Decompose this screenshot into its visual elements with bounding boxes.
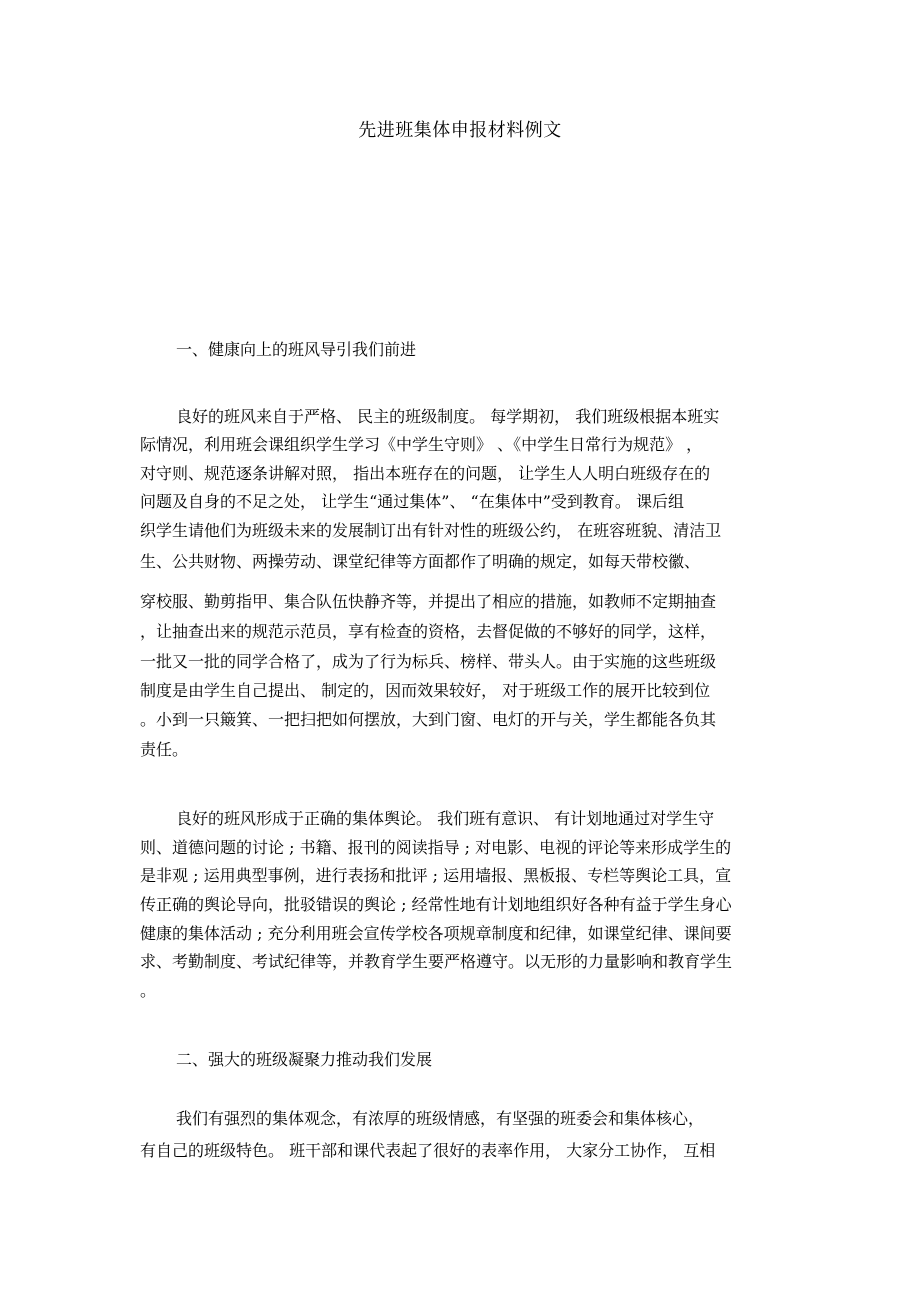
s1p1-line: 生、公共财物、两操劳动、课堂纪律等方面都作了明确的规定，如每天带校徽、 [140, 552, 701, 571]
section1-heading: 一、健康向上的班风导引我们前进 [176, 340, 417, 359]
s1p1-line: 穿校服、勤剪指甲、集合队伍快静齐等，并提出了相应的措施，如教师不定期抽查 [140, 592, 717, 611]
s1p1-line: 责任。 [140, 740, 189, 759]
s1p1-line: 制度是由学生自己提出、 制定的，因而效果较好， 对于班级工作的展开比较到位 [140, 681, 711, 700]
s1p2-line: 则、道德问题的讨论 ; 书籍、报刊的阅读指导 ; 对电影、电视的评论等来形成学生的 [140, 838, 732, 857]
s2p1-line: 我们有强烈的集体观念，有浓厚的班级情感，有坚强的班委会和集体核心， [176, 1109, 705, 1128]
s1p1-line: 际情况，利用班会课组织学生学习《中学生守则》 、《中学生日常行为规范》 ， [140, 435, 703, 454]
s1p1-line: 。小到一只簸箕、一把扫把如何摆放，大到门窗、电灯的开与关，学生都能各负其 [140, 710, 717, 729]
s1p2-line: 求、考勤制度、考试纪律等，并教育学生要严格遵守。以无形的力量影响和教育学生 [140, 952, 733, 971]
section2-heading: 二、强大的班级凝聚力推动我们发展 [176, 1050, 433, 1069]
s2p1-line: 有自己的班级特色。 班干部和课代表起了很好的表率作用， 大家分工协作， 互相 [140, 1141, 716, 1160]
s1p2-line: 传正确的舆论导向，批驳错误的舆论 ; 经常性地有计划地组织好各种有益于学生身心 [140, 895, 732, 914]
s1p2-line: 良好的班风形成于正确的集体舆论。 我们班有意识、 有计划地通过对学生守 [176, 809, 715, 828]
s1p1-line: 织学生请他们为班级未来的发展制订出有针对性的班级公约， 在班容班貌、清洁卫 [140, 521, 722, 540]
s1p2-line: 是非观 ; 运用典型事例，进行表扬和批评 ; 运用墙报、黑板报、专栏等舆论工具，宣 [140, 866, 732, 885]
document-title: 先进班集体申报材料例文 [358, 120, 562, 141]
s1p1-line: 问题及自身的不足之处， 让学生“通过集体”、 “在集体中”受到教育。 课后组 [140, 492, 684, 511]
s1p1-line: 对守则、规范逐条讲解对照， 指出本班存在的问题， 让学生人人明白班级存在的 [140, 464, 711, 483]
s1p1-line: ，让抽查出来的规范示范员，享有检查的资格，去督促做的不够好的同学，这样， [140, 622, 717, 641]
s1p2-line: 。 [140, 981, 157, 1000]
s1p1-line: 一批又一批的同学合格了，成为了行为标兵、榜样、带头人。由于实施的这些班级 [140, 652, 717, 671]
s1p1-line: 良好的班风来自于严格、 民主的班级制度。 每学期初， 我们班级根据本班实 [176, 407, 720, 426]
s1p2-line: 健康的集体活动 ; 充分利用班会宣传学校各项规章制度和纪律，如课堂纪律、课间要 [140, 924, 732, 943]
